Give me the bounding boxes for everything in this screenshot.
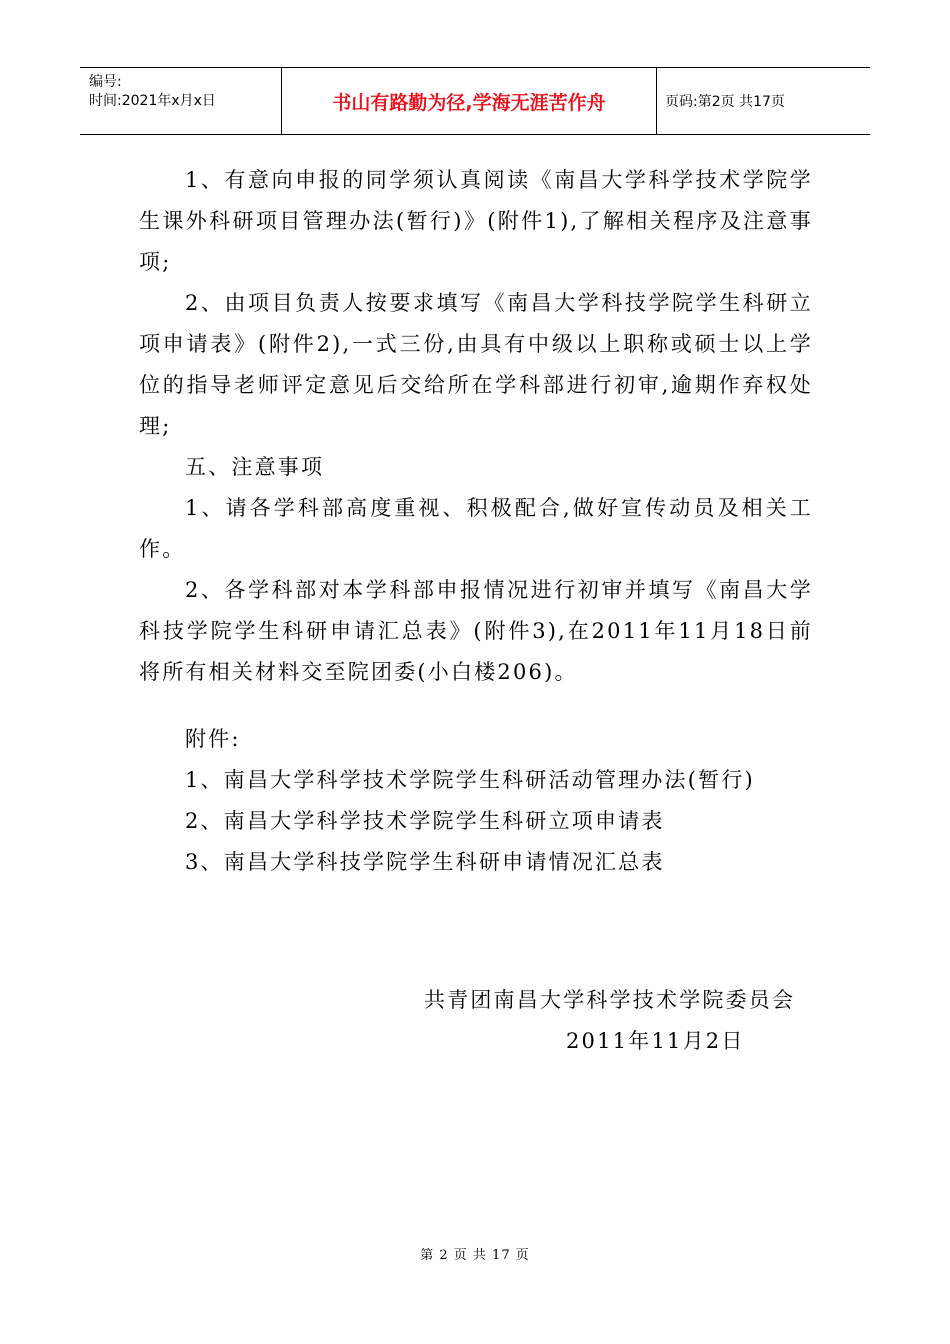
attachment-item: 1、南昌大学科学技术学院学生科研活动管理办法(暂行) xyxy=(185,768,755,792)
number-label: 编号: xyxy=(89,74,122,90)
header-meta xyxy=(80,68,282,134)
header-motto: 书山有路勤为径,学海无涯苦作舟 xyxy=(282,68,657,134)
time-label: 时间:2021年x月x日 xyxy=(89,93,216,109)
attachment-item: 2、南昌大学科学技术学院学生科研立项申请表 xyxy=(185,809,665,833)
section-heading: 五、注意事项 xyxy=(185,455,325,479)
paragraph: 1、请各学科部高度重视、积极配合,做好宣传动员及相关工作。 xyxy=(139,496,813,561)
paragraph: 2、各学科部对本学科部申报情况进行初审并填写《南昌大学科技学院学生科研申请汇总表》(附件3),在2011年11月18日前将所有相关材料交至院团委(小白楼206)。 xyxy=(139,578,813,684)
attachments-label: 附件: xyxy=(185,727,241,751)
page-footer: 第 2 页 共 17 页 xyxy=(420,1248,530,1263)
signature-organization: 共青团南昌大学科学技术学院委员会 xyxy=(424,988,796,1012)
paragraph: 2、由项目负责人按要求填写《南昌大学科技学院学生科研立项申请表》(附件2),一式三份,由具有中级以上职称或硕士以上学位的指导老师评定意见后交给所在学科部进行初审,逾期作弃权处理; xyxy=(139,291,813,438)
attachment-item: 3、南昌大学科技学院学生科研申请情况汇总表 xyxy=(185,850,665,874)
spacer xyxy=(139,693,813,719)
signature-date: 2011年11月2日 xyxy=(566,1029,745,1053)
header-page-info: 页码:第2页 共17页 xyxy=(665,94,785,110)
paragraph: 1、有意向申报的同学须认真阅读《南昌大学科学技术学院学生课外科研项目管理办法(暂行)》(附件1),了解相关程序及注意事项; xyxy=(139,168,813,274)
document-header xyxy=(80,67,870,135)
document-body xyxy=(139,160,813,883)
